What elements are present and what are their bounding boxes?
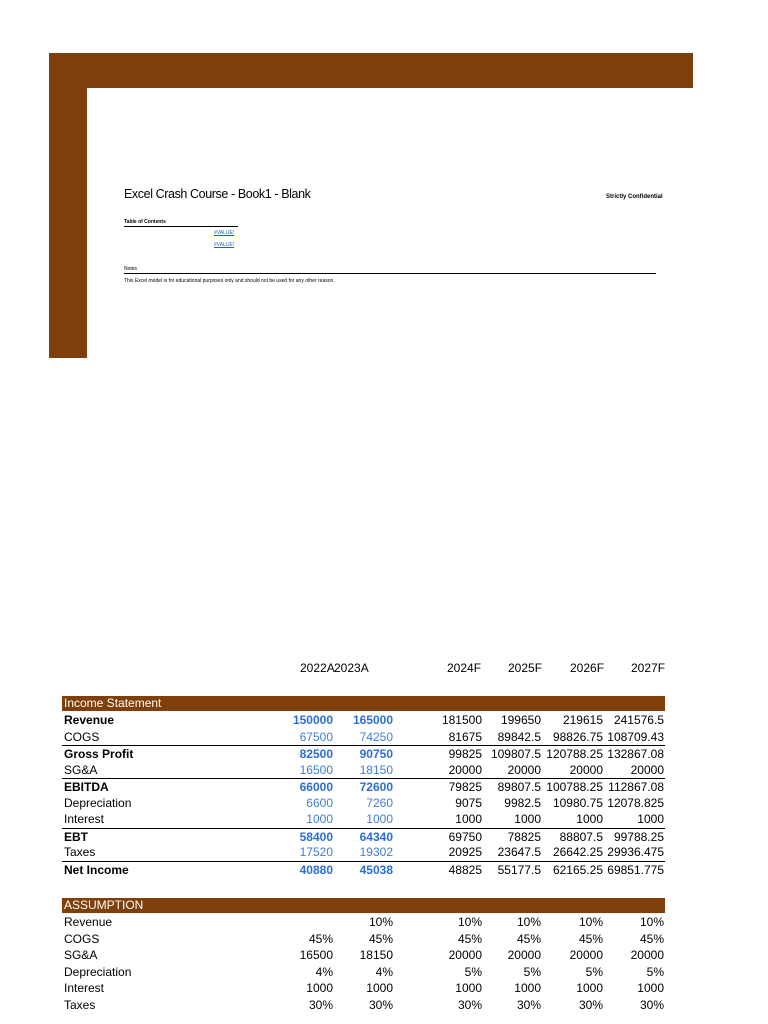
cover-top-bar <box>49 53 693 88</box>
is-label-cogs: COGS <box>64 729 100 744</box>
as-cell-taxes-2022a[interactable]: 30% <box>308 997 333 1012</box>
as-cell-sganda-2024f[interactable]: 20000 <box>448 948 482 962</box>
year-header-2027f: 2027F <box>631 661 666 675</box>
toc-title: Table of Contents <box>124 219 166 225</box>
is-cell-net-income-2022a[interactable]: 40880 <box>299 862 333 877</box>
is-cell-ebitda-2026f[interactable]: 100788.25 <box>546 780 603 794</box>
as-cell-interest-2022a[interactable]: 1000 <box>306 981 333 995</box>
is-cell-interest-2022a[interactable]: 1000 <box>306 812 333 826</box>
as-cell-depreciation-2024f[interactable]: 5% <box>464 964 482 979</box>
as-row-interest <box>62 980 665 997</box>
as-cell-interest-2026f[interactable]: 1000 <box>576 981 603 995</box>
is-cell-taxes-2025f[interactable]: 23647.5 <box>497 845 541 859</box>
is-cell-depreciation-2025f[interactable]: 9982.5 <box>504 795 541 810</box>
is-cell-ebt-2023a[interactable]: 64340 <box>359 829 393 844</box>
is-label-ebitda: EBITDA <box>64 780 109 794</box>
is-label-taxes: Taxes <box>64 845 96 859</box>
as-cell-sganda-2022a[interactable]: 16500 <box>299 948 333 962</box>
as-cell-cogs-2023a[interactable]: 45% <box>368 931 393 946</box>
is-cell-interest-2023a[interactable]: 1000 <box>366 812 393 826</box>
is-cell-taxes-2024f[interactable]: 20925 <box>448 845 482 859</box>
as-label-revenue: Revenue <box>64 915 113 929</box>
as-row-cogs <box>62 931 665 948</box>
is-row-gross-profit <box>62 745 665 763</box>
cover-left-bar <box>49 88 87 358</box>
is-cell-ebt-2027f[interactable]: 99788.25 <box>613 829 664 844</box>
is-label-net-income: Net Income <box>64 862 129 877</box>
is-cell-ebt-2026f[interactable]: 88807.5 <box>559 829 603 844</box>
as-cell-cogs-2027f[interactable]: 45% <box>639 931 664 946</box>
is-cell-ebt-2024f[interactable]: 69750 <box>448 829 482 844</box>
is-cell-taxes-2027f[interactable]: 29936.475 <box>607 845 664 859</box>
is-cell-cogs-2025f[interactable]: 89842.5 <box>497 729 541 744</box>
year-header-2026f: 2026F <box>570 661 605 675</box>
is-cell-depreciation-2022a[interactable]: 6600 <box>306 795 333 810</box>
as-row-revenue <box>62 914 665 931</box>
is-cell-depreciation-2024f[interactable]: 9075 <box>455 795 482 810</box>
as-cell-depreciation-2025f[interactable]: 5% <box>523 964 541 979</box>
is-label-depreciation: Depreciation <box>64 795 132 810</box>
is-cell-ebt-2022a[interactable]: 58400 <box>299 829 333 844</box>
is-cell-taxes-2022a[interactable]: 17520 <box>299 845 333 859</box>
as-row-sganda <box>62 947 665 964</box>
is-cell-ebt-2025f[interactable]: 78825 <box>507 829 541 844</box>
notes-label: Notes <box>124 266 138 272</box>
as-cell-interest-2027f[interactable]: 1000 <box>637 981 664 995</box>
is-cell-interest-2024f[interactable]: 1000 <box>455 812 482 826</box>
is-cell-sganda-2022a[interactable]: 16500 <box>299 762 333 777</box>
as-label-interest: Interest <box>64 981 105 995</box>
is-label-revenue: Revenue <box>64 713 115 727</box>
is-cell-gross-profit-2024f[interactable]: 99825 <box>448 747 482 761</box>
is-row-ebt <box>62 828 665 846</box>
is-label-interest: Interest <box>64 812 105 826</box>
is-cell-sganda-2023a[interactable]: 18150 <box>359 762 393 777</box>
as-cell-sganda-2025f[interactable]: 20000 <box>507 948 541 962</box>
is-cell-revenue-2024f[interactable]: 181500 <box>441 713 482 727</box>
is-cell-gross-profit-2023a[interactable]: 90750 <box>359 747 393 761</box>
year-header-2022a: 2022A <box>300 661 335 675</box>
is-row-revenue <box>62 712 665 729</box>
as-cell-interest-2024f[interactable]: 1000 <box>455 981 482 995</box>
is-cell-cogs-2023a[interactable]: 74250 <box>359 729 393 744</box>
year-header-2025f: 2025F <box>508 661 543 675</box>
is-cell-depreciation-2027f[interactable]: 12078.825 <box>607 795 664 810</box>
year-header-2023a: 2023A <box>334 661 369 675</box>
as-cell-taxes-2025f[interactable]: 30% <box>516 997 541 1012</box>
is-cell-depreciation-2026f[interactable]: 10980.75 <box>552 795 603 810</box>
as-cell-revenue-2026f[interactable]: 10% <box>578 915 603 929</box>
is-cell-interest-2027f[interactable]: 1000 <box>637 812 664 826</box>
is-cell-gross-profit-2025f[interactable]: 109807.5 <box>490 747 541 761</box>
as-cell-depreciation-2026f[interactable]: 5% <box>585 964 603 979</box>
is-row-net-income <box>62 861 665 879</box>
is-cell-gross-profit-2026f[interactable]: 120788.25 <box>546 747 603 761</box>
as-label-sganda: SG&A <box>64 948 98 962</box>
as-cell-cogs-2024f[interactable]: 45% <box>457 931 482 946</box>
is-row-taxes <box>62 844 665 861</box>
is-cell-ebitda-2024f[interactable]: 79825 <box>448 780 482 794</box>
as-cell-taxes-2023a[interactable]: 30% <box>368 997 393 1012</box>
as-cell-interest-2023a[interactable]: 1000 <box>366 981 393 995</box>
confidential-label: Strictly Confidential <box>606 194 663 200</box>
is-cell-interest-2026f[interactable]: 1000 <box>576 812 603 826</box>
is-cell-interest-2025f[interactable]: 1000 <box>514 812 541 826</box>
as-cell-cogs-2022a[interactable]: 45% <box>308 931 333 946</box>
toc-link-1[interactable]: #VALUE! <box>214 230 235 236</box>
is-row-interest <box>62 811 665 828</box>
toc-divider <box>124 226 238 227</box>
is-cell-net-income-2027f[interactable]: 69851.775 <box>607 862 664 877</box>
is-label-sganda: SG&A <box>64 762 98 777</box>
is-cell-sganda-2025f[interactable]: 20000 <box>507 762 541 777</box>
document-title: Excel Crash Course - Book1 - Blank <box>124 187 311 201</box>
as-cell-taxes-2024f[interactable]: 30% <box>457 997 482 1012</box>
as-label-taxes: Taxes <box>64 997 96 1012</box>
is-cell-ebitda-2023a[interactable]: 72600 <box>359 780 393 794</box>
is-label-gross-profit: Gross Profit <box>64 747 134 761</box>
as-cell-cogs-2025f[interactable]: 45% <box>516 931 541 946</box>
as-cell-revenue-2025f[interactable]: 10% <box>516 915 541 929</box>
is-cell-net-income-2026f[interactable]: 62165.25 <box>552 862 603 877</box>
toc-link-2[interactable]: #VALUE! <box>214 242 235 248</box>
as-cell-depreciation-2022a[interactable]: 4% <box>315 964 333 979</box>
income-statement-header: Income Statement <box>62 696 665 711</box>
is-cell-ebitda-2027f[interactable]: 112867.08 <box>608 780 664 794</box>
is-cell-revenue-2023a[interactable]: 165000 <box>352 713 393 727</box>
notes-text: This Excel model is for educational purposes only and should not be used for any other reason. <box>124 278 335 284</box>
is-cell-taxes-2026f[interactable]: 26642.25 <box>552 845 603 859</box>
is-cell-revenue-2022a[interactable]: 150000 <box>292 713 333 727</box>
as-cell-cogs-2026f[interactable]: 45% <box>578 931 603 946</box>
is-cell-revenue-2027f[interactable]: 241576.5 <box>613 713 664 727</box>
is-cell-revenue-2025f[interactable]: 199650 <box>500 713 541 727</box>
is-cell-cogs-2027f[interactable]: 108709.43 <box>607 729 664 744</box>
is-row-sganda <box>62 762 665 779</box>
is-cell-net-income-2024f[interactable]: 48825 <box>448 862 482 877</box>
as-cell-depreciation-2027f[interactable]: 5% <box>646 964 664 979</box>
is-cell-revenue-2026f[interactable]: 219615 <box>562 713 603 727</box>
is-cell-cogs-2022a[interactable]: 67500 <box>299 729 333 744</box>
assumption-header: ASSUMPTION <box>62 898 665 913</box>
as-cell-sganda-2027f[interactable]: 20000 <box>630 948 664 962</box>
is-label-ebt: EBT <box>64 829 88 844</box>
is-cell-sganda-2026f[interactable]: 20000 <box>569 762 603 777</box>
as-row-depreciation <box>62 964 665 981</box>
is-cell-taxes-2023a[interactable]: 19302 <box>359 845 393 859</box>
is-cell-cogs-2026f[interactable]: 98826.75 <box>552 729 603 744</box>
is-cell-net-income-2023a[interactable]: 45038 <box>359 862 393 877</box>
is-cell-depreciation-2023a[interactable]: 7260 <box>366 795 393 810</box>
as-cell-sganda-2023a[interactable]: 18150 <box>359 948 393 962</box>
as-cell-taxes-2027f[interactable]: 30% <box>639 997 664 1012</box>
as-label-depreciation: Depreciation <box>64 964 132 979</box>
is-cell-sganda-2027f[interactable]: 20000 <box>630 762 664 777</box>
notes-divider <box>124 273 656 274</box>
year-header-2024f: 2024F <box>447 661 482 675</box>
as-cell-sganda-2026f[interactable]: 20000 <box>569 948 603 962</box>
is-cell-net-income-2025f[interactable]: 55177.5 <box>497 862 541 877</box>
as-cell-revenue-2024f[interactable]: 10% <box>457 915 482 929</box>
as-cell-revenue-2027f[interactable]: 10% <box>639 915 664 929</box>
is-row-depreciation <box>62 795 665 812</box>
is-row-cogs <box>62 729 665 746</box>
as-cell-depreciation-2023a[interactable]: 4% <box>375 964 393 979</box>
is-cell-ebitda-2025f[interactable]: 89807.5 <box>497 780 541 794</box>
as-cell-taxes-2026f[interactable]: 30% <box>578 997 603 1012</box>
is-cell-gross-profit-2027f[interactable]: 132867.08 <box>607 747 664 761</box>
is-cell-sganda-2024f[interactable]: 20000 <box>448 762 482 777</box>
as-cell-revenue-2023a[interactable]: 10% <box>368 915 393 929</box>
is-cell-cogs-2024f[interactable]: 81675 <box>448 729 482 744</box>
as-label-cogs: COGS <box>64 931 100 946</box>
is-cell-ebitda-2022a[interactable]: 66000 <box>299 780 333 794</box>
is-cell-gross-profit-2022a[interactable]: 82500 <box>299 747 333 761</box>
as-row-taxes <box>62 997 665 1014</box>
as-cell-interest-2025f[interactable]: 1000 <box>514 981 541 995</box>
is-row-ebitda <box>62 778 665 796</box>
